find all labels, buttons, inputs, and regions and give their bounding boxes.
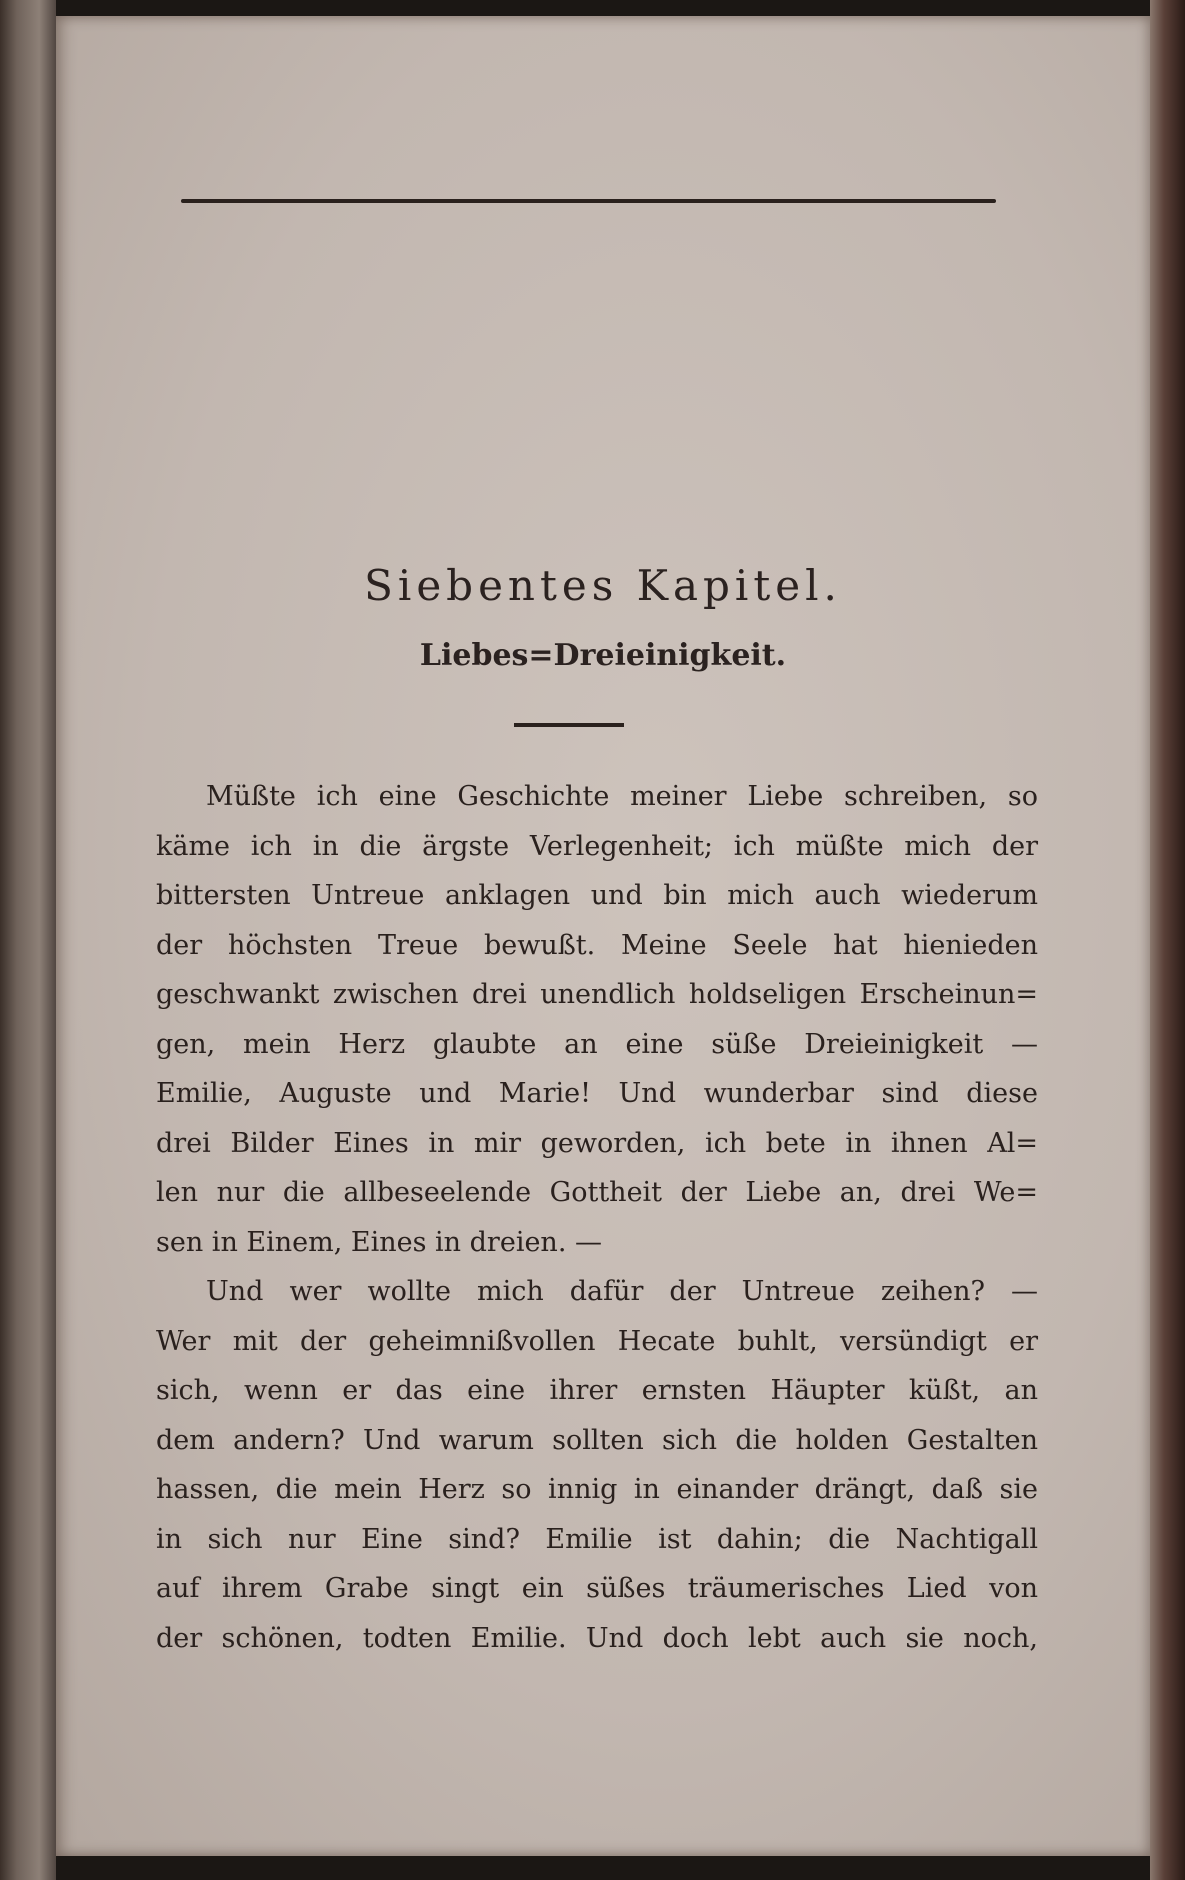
title-divider: [514, 723, 624, 727]
text-line: geschwankt zwischen drei unendlich holdseligen Erscheinun=: [156, 979, 1038, 1010]
book-spine-edge: [0, 0, 56, 1880]
reverse-side-show-through: [146, 246, 1046, 606]
body-text: [156, 772, 1038, 1663]
paragraph-2: [156, 1267, 1038, 1663]
text-line: auf ihrem Grabe singt ein süßes träumerisches Lied von: [156, 1573, 1038, 1604]
header-rule: [181, 199, 996, 203]
text-line: sen in Einem, Eines in dreien. —: [156, 1226, 602, 1258]
book-page-edge: [1150, 0, 1185, 1880]
text-line: bittersten Untreue anklagen und bin mich auch wiederum: [156, 880, 1038, 911]
text-line: len nur die allbeseelende Gottheit der Liebe an, drei We=: [156, 1177, 1038, 1208]
text-line: gen, mein Herz glaubte an eine süße Dreieinigkeit —: [156, 1028, 1038, 1060]
chapter-subtitle: Liebes=Dreieinigkeit.: [419, 638, 787, 673]
text-line: Wer mit der geheimnißvollen Hecate buhlt, versündigt er: [156, 1325, 1038, 1357]
text-line: hassen, die mein Herz so innig in einander drängt, daß sie: [156, 1474, 1038, 1505]
chapter-title: Siebentes Kapitel.: [364, 561, 842, 610]
text-line: Emilie, Auguste und Marie! Und wunderbar sind diese: [156, 1078, 1038, 1109]
text-line: dem andern? Und warum sollten sich die holden Gestalten: [156, 1424, 1038, 1456]
paragraph-1: [156, 772, 1038, 1267]
page: [56, 16, 1150, 1856]
text-line: sich, wenn er das eine ihrer ernsten Häupter küßt, an: [156, 1375, 1038, 1406]
text-line: der schönen, todten Emilie. Und doch lebt auch sie noch,: [156, 1622, 1038, 1654]
text-line: Müßte ich eine Geschichte meiner Liebe schreiben, so: [206, 781, 1038, 812]
text-line: in sich nur Eine sind? Emilie ist dahin; die Nachtigall: [156, 1523, 1038, 1555]
text-line: der höchsten Treue bewußt. Meine Seele hat hienieden: [156, 929, 1038, 961]
text-line: drei Bilder Eines in mir geworden, ich bete in ihnen Al=: [156, 1127, 1038, 1159]
text-line: käme ich in die ärgste Verlegenheit; ich müßte mich der: [156, 830, 1038, 862]
text-line: Und wer wollte mich dafür der Untreue zeihen? —: [206, 1276, 1038, 1307]
